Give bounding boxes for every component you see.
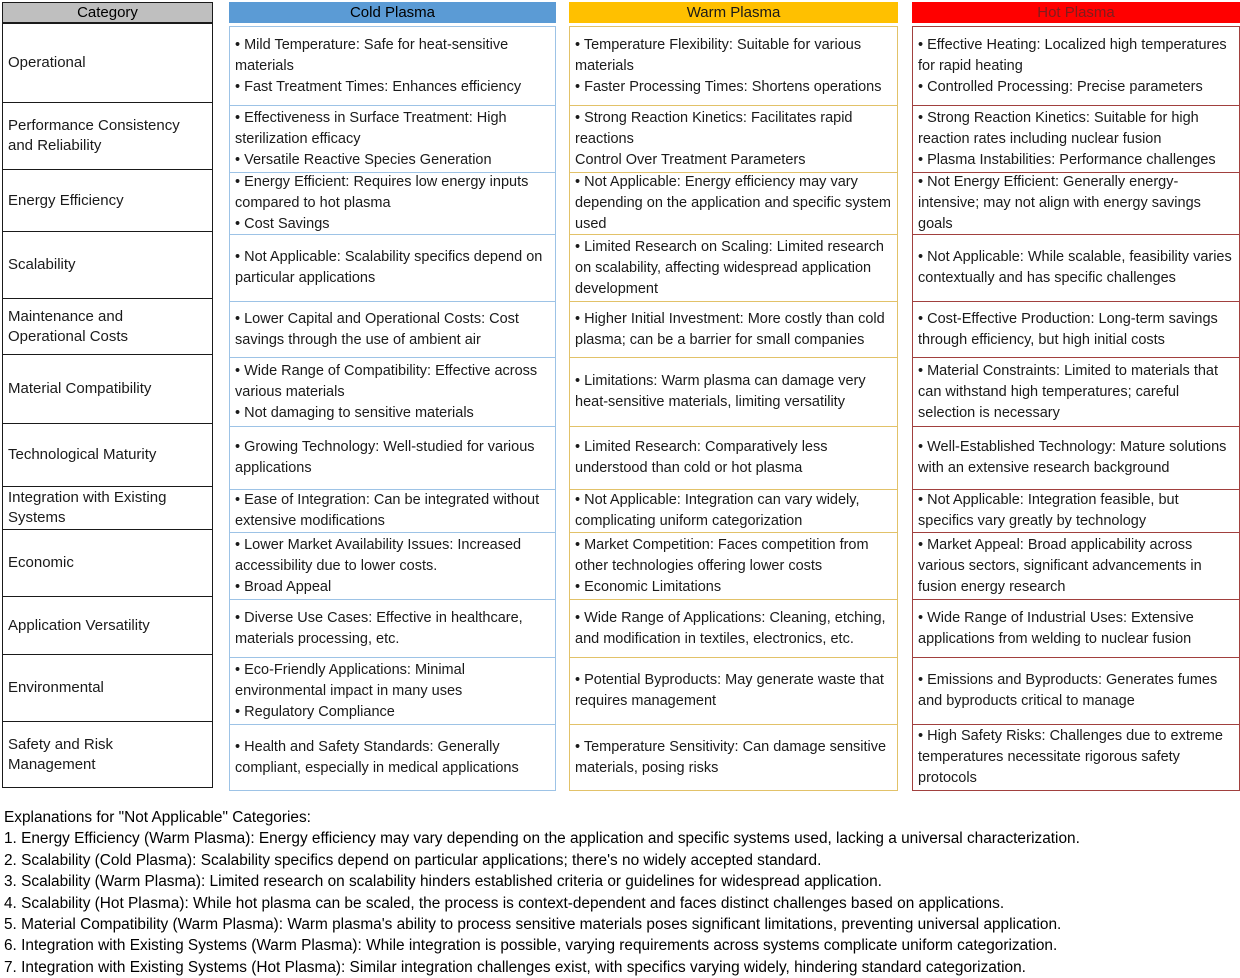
- category-cell: Energy Efficiency: [3, 170, 212, 232]
- bullet-line: • Broad Appeal: [235, 578, 332, 595]
- table-cell: [913, 490, 1239, 533]
- table-cell: [230, 427, 555, 490]
- bullet-line: • Not Applicable: Energy efficiency may vary depending on the application and specific system used: [575, 174, 891, 232]
- category-cell: Application Versatility: [3, 597, 212, 655]
- hot-plasma-column: [912, 2, 1240, 791]
- bullet-line: • Faster Processing Times: Shortens operations: [575, 78, 882, 95]
- bullet-line: • Potential Byproducts: May generate waste that requires management: [575, 672, 884, 709]
- bullet-line: • Well-Established Technology: Mature solutions with an extensive research background: [918, 439, 1227, 476]
- bullet-line: • Lower Market Availability Issues: Increased accessibility due to lower costs.: [235, 536, 522, 574]
- bullet-line: • Not Applicable: Scalability specifics depend on particular applications: [235, 249, 543, 286]
- hot-plasma-body: [912, 26, 1240, 791]
- table-cell: [913, 27, 1239, 106]
- table-cell: [230, 658, 555, 725]
- table-cell: [570, 235, 897, 302]
- table-cell: [570, 27, 897, 106]
- footnotes-section: [0, 807, 1240, 978]
- bullet-line: • Wide Range of Industrial Uses: Extensive applications from welding to nuclear fusion: [918, 609, 1194, 647]
- bullet-line: • Emissions and Byproducts: Generates fumes and byproducts critical to manage: [918, 672, 1218, 709]
- table-cell: [913, 358, 1239, 427]
- warm-plasma-header: Warm Plasma: [569, 2, 898, 23]
- bullet-line: • Limitations: Warm plasma can damage very heat-sensitive materials, limiting versatility: [575, 373, 866, 410]
- bullet-line: • Cost Savings: [235, 216, 330, 232]
- category-cell: Integration with Existing Systems: [3, 487, 212, 530]
- bullet-line: • Not Applicable: While scalable, feasibility varies contextually and has specific challenges: [918, 249, 1232, 286]
- table-cell: [570, 490, 897, 533]
- table-cell: [913, 235, 1239, 302]
- cold-plasma-body: [229, 26, 556, 791]
- bullet-line: • Diverse Use Cases: Effective in healthcare, materials processing, etc.: [235, 609, 523, 647]
- table-cell: [570, 358, 897, 427]
- bullet-line: • Health and Safety Standards: Generally compliant, especially in medical applications: [235, 738, 519, 776]
- table-cell: [570, 106, 897, 173]
- cold-plasma-header: Cold Plasma: [229, 2, 556, 23]
- bullet-line: • Market Competition: Faces competition from other technologies offering lower costs: [575, 536, 869, 574]
- footnote-line: 4. Scalability (Hot Plasma): While hot plasma can be scaled, the process is context-dependent and faces distinct challenges based on applications.: [4, 894, 1005, 912]
- table-cell: [570, 658, 897, 725]
- footnote-line: 3. Scalability (Warm Plasma): Limited research on scalability hinders established criteria or guidelines for widespread application.: [4, 873, 882, 891]
- bullet-line: • Lower Capital and Operational Costs: Cost savings through the use of ambient air: [235, 310, 519, 348]
- bullet-line: • Not Applicable: Integration can vary widely, complicating uniform categorization: [575, 492, 860, 529]
- bullet-line: • Wide Range of Compatibility: Effective across various materials: [235, 362, 538, 400]
- bullet-line: • Strong Reaction Kinetics: Suitable for high reaction rates including nuclear fusion: [918, 109, 1199, 147]
- table-cell: [570, 533, 897, 600]
- category-body: [2, 23, 213, 788]
- table-cell: [230, 358, 555, 427]
- bullet-line: • Not Energy Efficient: Generally energy-intensive; may not align with energy savings goals: [918, 174, 1201, 232]
- bullet-line: • Eco-Friendly Applications: Minimal environmental impact in many uses: [235, 661, 465, 699]
- table-cell: [913, 106, 1239, 173]
- table-cell: [230, 600, 555, 658]
- bullet-line: • High Safety Risks: Challenges due to extreme temperatures necessitate rigorous safety protocols: [918, 728, 1223, 786]
- bullet-line: • Economic Limitations: [575, 578, 722, 595]
- category-column: [2, 2, 213, 788]
- category-cell: Environmental: [3, 655, 212, 722]
- table-cell: [570, 427, 897, 490]
- table-cell: [230, 725, 555, 790]
- bullet-line: • Regulatory Compliance: [235, 703, 395, 720]
- bullet-line: • Higher Initial Investment: More costly than cold plasma; can be a barrier for small companies: [575, 310, 885, 348]
- bullet-line: • Energy Efficient: Requires low energy inputs compared to hot plasma: [235, 174, 529, 211]
- bullet-line: • Strong Reaction Kinetics: Facilitates rapid reactions: [575, 109, 853, 147]
- table-cell: [913, 302, 1239, 358]
- category-cell: Safety and Risk Management: [3, 722, 212, 787]
- bullet-line: • Fast Treatment Times: Enhances efficiency: [235, 78, 522, 95]
- bullet-line: • Not damaging to sensitive materials: [235, 404, 474, 421]
- footnotes-title: Explanations for "Not Applicable" Categories:: [4, 809, 311, 826]
- table-cell: [913, 427, 1239, 490]
- table-cell: [570, 725, 897, 790]
- bullet-line: • Not Applicable: Integration feasible, but specifics vary greatly by technology: [918, 492, 1179, 529]
- bullet-line: • Growing Technology: Well-studied for various applications: [235, 439, 535, 476]
- table-cell: [913, 658, 1239, 725]
- table-cell: [913, 600, 1239, 658]
- table-cell: [230, 235, 555, 302]
- footnote-line: 5. Material Compatibility (Warm Plasma): Warm plasma's ability to process sensitive materials poses significant limitations, preventing universal application.: [4, 916, 1062, 934]
- footnote-line: 2. Scalability (Cold Plasma): Scalability specifics depend on particular applications; there's no widely accepted standard.: [4, 851, 822, 869]
- cold-plasma-column: [229, 2, 556, 791]
- table-cell: [570, 302, 897, 358]
- category-cell: Operational: [3, 24, 212, 103]
- category-cell: Material Compatibility: [3, 355, 212, 424]
- footnote-line: 7. Integration with Existing Systems (Hot Plasma): Similar integration challenges exist, with specifics varying widely, hindering standard categorization.: [4, 958, 1026, 976]
- category-cell: Performance Consistency and Reliability: [3, 103, 212, 170]
- bullet-line: • Market Appeal: Broad applicability across various sectors, significant advancements in fusion energy research: [918, 536, 1202, 595]
- table-cell: [913, 725, 1239, 790]
- table-cell: [230, 106, 555, 173]
- table-cell: [570, 600, 897, 658]
- bullet-line: • Temperature Flexibility: Suitable for various materials: [575, 36, 862, 74]
- warm-plasma-column: [569, 2, 898, 791]
- bullet-line: • Material Constraints: Limited to materials that can withstand high temperatures; careful selection is necessary: [918, 362, 1219, 421]
- category-cell: Maintenance and Operational Costs: [3, 299, 212, 355]
- bullet-line: • Cost-Effective Production: Long-term savings through efficiency, but high initial costs: [918, 310, 1218, 348]
- table-cell: [230, 173, 555, 235]
- hot-plasma-header: Hot Plasma: [912, 2, 1240, 23]
- category-cell: Economic: [3, 530, 212, 597]
- bullet-line: • Limited Research: Comparatively less understood than cold or hot plasma: [575, 439, 828, 476]
- footnote-line: 6. Integration with Existing Systems (Warm Plasma): While integration is possible, varying requirements across systems complicate uniform categorization.: [4, 937, 1058, 955]
- category-cell: Technological Maturity: [3, 424, 212, 487]
- bullet-line: • Mild Temperature: Safe for heat-sensitive materials: [235, 36, 509, 74]
- table-cell: [230, 302, 555, 358]
- bullet-line: • Limited Research on Scaling: Limited research on scalability, affecting widespread application development: [575, 238, 884, 297]
- bullet-line: • Ease of Integration: Can be integrated without extensive modifications: [235, 492, 540, 529]
- bullet-line: • Effective Heating: Localized high temperatures for rapid heating: [918, 36, 1227, 74]
- bullet-line: • Controlled Processing: Precise parameters: [918, 78, 1203, 95]
- table-cell: [913, 173, 1239, 235]
- bullet-line: • Effectiveness in Surface Treatment: High sterilization efficacy: [235, 109, 507, 147]
- table-cell: [913, 533, 1239, 600]
- table-cell: [230, 533, 555, 600]
- warm-plasma-body: [569, 26, 898, 791]
- bullet-line: • Wide Range of Applications: Cleaning, etching, and modification in textiles, electronics, etc.: [575, 609, 886, 647]
- bullet-line: • Plasma Instabilities: Performance challenges: [918, 151, 1216, 168]
- footnote-line: 1. Energy Efficiency (Warm Plasma): Energy efficiency may vary depending on the application and specific systems used, lacking a universal characterization.: [4, 830, 1080, 848]
- bullet-line: • Versatile Reactive Species Generation: [235, 151, 492, 168]
- category-cell: Scalability: [3, 232, 212, 299]
- table-cell: [230, 27, 555, 106]
- bullet-line: • Temperature Sensitivity: Can damage sensitive materials, posing risks: [575, 738, 887, 776]
- category-header: Category: [2, 2, 213, 23]
- table-cell: [570, 173, 897, 235]
- table-cell: [230, 490, 555, 533]
- bullet-line: Control Over Treatment Parameters: [575, 151, 806, 168]
